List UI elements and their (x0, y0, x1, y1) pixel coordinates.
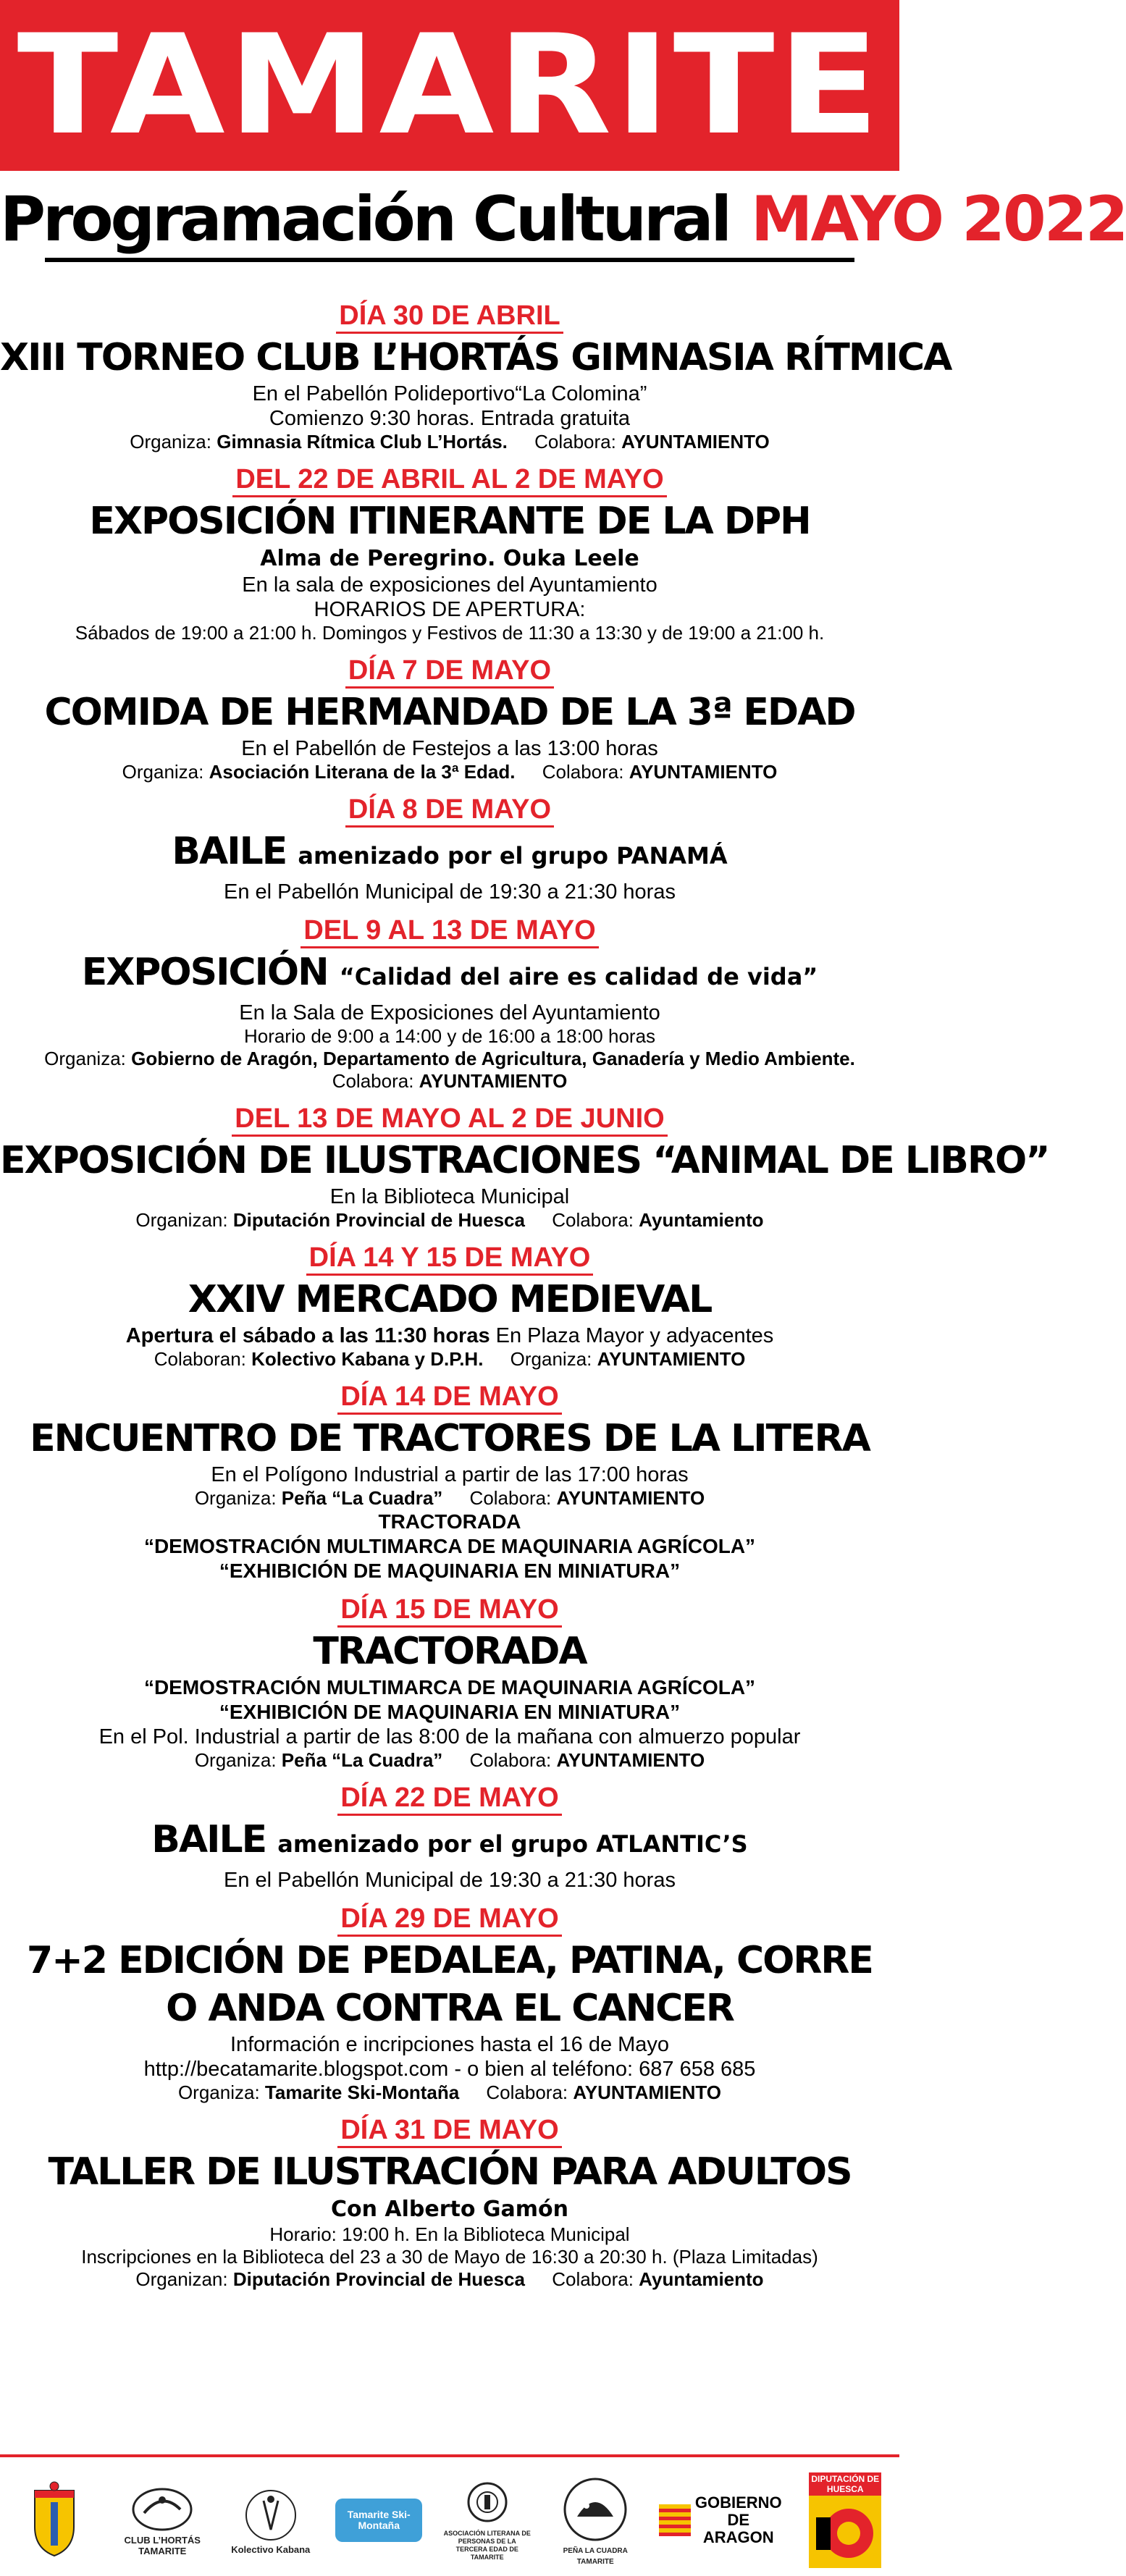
event-detail: En la Sala de Exposiciones del Ayuntamiento (239, 1001, 660, 1024)
logo-label: DIPUTACIÓN DE HUESCA (809, 2472, 881, 2496)
organizer-label: Organiza: (130, 431, 211, 453)
event-detail (0, 1323, 899, 1348)
event-title-row (0, 948, 899, 1001)
event-title-cont: O ANDA CONTRA EL CANCER (166, 1987, 734, 2030)
event-detail: Información e incripciones hasta el 16 de Mayo (230, 2033, 670, 2056)
event-date: DÍA 31 DE MAYO (337, 2114, 561, 2148)
event-subtitle: Alma de Peregrino. Ouka Leele (260, 546, 639, 571)
event-date: DÍA 30 DE ABRIL (336, 300, 563, 334)
collaborator-label: Colabora: (469, 1749, 552, 1771)
event-title: EXPOSICIÓN (81, 951, 328, 994)
event-title-row (0, 828, 899, 880)
event-date: DEL 22 DE ABRIL AL 2 DE MAYO (232, 463, 666, 497)
organizer-label: Colaboran: (154, 1348, 246, 1370)
event-detail: En el Pabellón Polideportivo“La Colomina” (252, 382, 647, 405)
organizer-label: Organizan: (135, 1209, 228, 1231)
event-detail-rest: En Plaza Mayor y adyacentes (495, 1324, 774, 1347)
organizer-value: Diputación Provincial de Huesca (232, 1209, 525, 1231)
collaborator-value: AYUNTAMIENTO (556, 1749, 705, 1771)
event-date: DÍA 14 Y 15 DE MAYO (306, 1242, 594, 1276)
event-detail: En el Pol. Industrial a partir de las 8:00 de la mañana con almuerzo popular (98, 1725, 801, 1748)
organizer-value: Asociación Literana de la 3ª Edad. (209, 761, 516, 783)
event-date: DEL 9 AL 13 DE MAYO (301, 914, 598, 948)
collaborator-label: Colabora: (534, 431, 616, 453)
event-organizers (0, 2268, 899, 2291)
event-organizers (0, 761, 899, 783)
collaborator-value: Ayuntamiento (639, 1209, 764, 1231)
event-title: XXIV MERCADO MEDIEVAL (188, 1278, 712, 1321)
collaborator-value: AYUNTAMIENTO (621, 431, 770, 453)
diputacion-huesca-logo (800, 2470, 890, 2571)
organizer-value: Peña “La Cuadra” (281, 1749, 443, 1771)
event-item (0, 654, 899, 783)
event-title-note: “Calidad del aire es calidad de vida” (339, 963, 818, 990)
event-detail: Inscripciones en la Biblioteca del 23 a 30 de Mayo de 16:30 a 20:30 h. (Plaza Limitadas) (81, 2246, 818, 2268)
collaborator-label: Colabora: (552, 1209, 634, 1231)
collaborator-label: Colabora: (486, 2082, 568, 2103)
event-detail: Horario de 9:00 a 14:00 y de 16:00 a 18:00 horas (243, 1025, 656, 1047)
event-organizers (0, 2082, 899, 2104)
event-collaborators (0, 1070, 899, 1093)
organizer-label: Organiza: (122, 761, 204, 783)
ski-montana-logo (334, 2470, 424, 2571)
collaborator-value: AYUNTAMIENTO (597, 1348, 746, 1370)
organizer-label: Organiza: (44, 1048, 126, 1069)
collaborator-value: AYUNTAMIENTO (419, 1070, 568, 1092)
asociacion-literana-logo (442, 2470, 532, 2571)
collaborator-label: Organiza: (510, 1348, 592, 1370)
event-detail: En la Biblioteca Municipal (329, 1185, 570, 1208)
event-organizers (0, 1348, 899, 1371)
event-detail: Comienzo 9:30 horas. Entrada gratuita (269, 407, 631, 430)
event-detail: HORARIOS DE APERTURA: (314, 598, 586, 621)
collaborator-label: Colabora: (469, 1487, 552, 1509)
event-item (0, 1103, 1049, 1232)
event-item (0, 300, 951, 453)
program-subtitle (0, 180, 1126, 259)
event-title: BAILE (172, 830, 287, 873)
logo-label: ASOCIACIÓN LITERANA DE PERSONAS DE LA TERCERA EDAD DE TAMARITE (443, 2530, 531, 2561)
event-date: DÍA 14 DE MAYO (337, 1381, 561, 1415)
event-contact: http://becatamarite.blogspot.com - o bien al teléfono: 687 658 685 (143, 2058, 756, 2081)
sponsor-logos (0, 2466, 899, 2575)
event-title-row (0, 1816, 899, 1868)
event-date: DÍA 22 DE MAYO (337, 1782, 561, 1816)
event-detail: En el Polígono Industrial a partir de las 17:00 horas (211, 1463, 689, 1486)
event-date: DÍA 7 DE MAYO (345, 654, 554, 689)
sponsor-footer (0, 2454, 899, 2576)
event-title: BAILE (151, 1818, 266, 1861)
club-lhortas-logo (117, 2470, 207, 2571)
event-caps-line: “EXHIBICIÓN DE MAQUINARIA EN MINIATURA” (219, 1701, 681, 1723)
organizer-value: Kolectivo Kabana y D.P.H. (251, 1348, 484, 1370)
event-date: DÍA 8 DE MAYO (345, 794, 554, 828)
town-title: TAMARITE (17, 5, 883, 165)
event-title: COMIDA DE HERMANDAD DE LA 3ª EDAD (44, 691, 855, 734)
collaborator-value: Ayuntamiento (639, 2268, 764, 2290)
event-title-note: amenizado por el grupo ATLANTIC’S (277, 1830, 748, 1858)
event-item (0, 463, 899, 644)
event-item (0, 1782, 899, 1893)
event-caps-line: “DEMOSTRACIÓN MULTIMARCA DE MAQUINARIA AGRÍCOLA” (143, 1535, 756, 1557)
logo-label: CLUB L’HORTÁS TAMARITE (124, 2535, 201, 2556)
event-title-note: amenizado por el grupo PANAMÁ (298, 842, 728, 870)
event-title: EXPOSICIÓN DE ILUSTRACIONES “ANIMAL DE LIBRO” (0, 1139, 1049, 1182)
organizer-value: Gimnasia Rítmica Club L’Hortás. (217, 431, 508, 453)
event-title: EXPOSICIÓN ITINERANTE DE LA DPH (89, 500, 810, 543)
event-title: ENCUENTRO DE TRACTORES DE LA LITERA (30, 1417, 870, 1460)
collaborator-label: Colabora: (542, 761, 624, 783)
event-title: TALLER DE ILUSTRACIÓN PARA ADULTOS (48, 2150, 852, 2194)
organizer-value: Peña “La Cuadra” (281, 1487, 443, 1509)
event-organizers (0, 431, 899, 453)
program-label: Programación Cultural (0, 183, 729, 256)
event-organizers (0, 1048, 899, 1070)
logo-label: Kolectivo Kabana (231, 2543, 311, 2555)
organizer-label: Organiza: (194, 1749, 277, 1771)
event-detail: Sábados de 19:00 a 21:00 h. Domingos y Festivos de 11:30 a 13:30 y de 19:00 a 21:00 h. (75, 622, 825, 644)
event-item (0, 1381, 899, 1583)
logo-label: GOBIERNO DE ARAGON (694, 2493, 782, 2546)
event-detail: En la sala de exposiciones del Ayuntamiento (242, 573, 657, 597)
event-title: TRACTORADA (313, 1630, 587, 1673)
event-item (0, 2114, 899, 2291)
collaborator-label: Colabora: (552, 2268, 634, 2290)
organizer-label: Organiza: (177, 2082, 260, 2103)
event-organizers (0, 1487, 899, 1510)
event-item (0, 794, 899, 904)
town-crest-logo (9, 2470, 99, 2571)
organizer-value: Tamarite Ski-Montaña (264, 2082, 460, 2103)
collaborator-value: AYUNTAMIENTO (573, 2082, 722, 2103)
event-date: DEL 13 DE MAYO AL 2 DE JUNIO (232, 1103, 667, 1137)
event-item (0, 914, 899, 1093)
organizer-label: Organiza: (194, 1487, 277, 1509)
pena-la-cuadra-logo (550, 2470, 640, 2571)
organizer-value: Diputación Provincial de Huesca (232, 2268, 525, 2290)
kabana-logo (226, 2470, 316, 2571)
event-organizers (0, 1209, 899, 1232)
collaborator-label: Colabora: (332, 1070, 414, 1092)
event-detail: Horario: 19:00 h. En la Biblioteca Municipal (269, 2223, 630, 2245)
event-detail: En el Pabellón Municipal de 19:30 a 21:30 horas (224, 880, 676, 904)
event-caps-line: “EXHIBICIÓN DE MAQUINARIA EN MINIATURA” (219, 1560, 681, 1582)
event-detail: En el Pabellón Municipal de 19:30 a 21:30 horas (224, 1869, 676, 1892)
event-title: XIII TORNEO CLUB L’HORTÁS GIMNASIA RÍTMICA (0, 336, 951, 379)
event-list (0, 300, 1049, 2301)
footer-rule (0, 2454, 899, 2457)
title-banner (0, 0, 899, 171)
event-caps-line: TRACTORADA (378, 1510, 521, 1533)
organizer-label: Organizan: (135, 2268, 228, 2290)
event-caps-line: “DEMOSTRACIÓN MULTIMARCA DE MAQUINARIA AGRÍCOLA” (143, 1676, 756, 1699)
event-subtitle: Con Alberto Gamón (330, 2197, 569, 2222)
event-organizers (0, 1749, 899, 1772)
logo-label: PEÑA LA CUADRA TAMARITE (563, 2547, 628, 2566)
event-date: DÍA 15 DE MAYO (337, 1594, 561, 1628)
event-item (0, 1242, 899, 1371)
event-date: DÍA 29 DE MAYO (337, 1903, 561, 1937)
program-month: MAYO 2022 (750, 183, 1126, 256)
event-detail: En el Pabellón de Festejos a las 13:00 horas (241, 737, 658, 760)
event-title: 7+2 EDICIÓN DE PEDALEA, PATINA, CORRE (27, 1939, 873, 1982)
gobierno-aragon-logo (659, 2470, 782, 2571)
event-item (0, 1594, 899, 1772)
subtitle-underline (45, 258, 854, 262)
event-detail-bold: Apertura el sábado a las 11:30 horas (125, 1324, 490, 1347)
collaborator-value: AYUNTAMIENTO (629, 761, 778, 783)
logo-label: Tamarite Ski-Montaña (347, 2509, 411, 2531)
organizer-value: Gobierno de Aragón, Departamento de Agricultura, Ganadería y Medio Ambiente. (131, 1048, 855, 1069)
collaborator-value: AYUNTAMIENTO (556, 1487, 705, 1509)
event-item (0, 1903, 899, 2104)
